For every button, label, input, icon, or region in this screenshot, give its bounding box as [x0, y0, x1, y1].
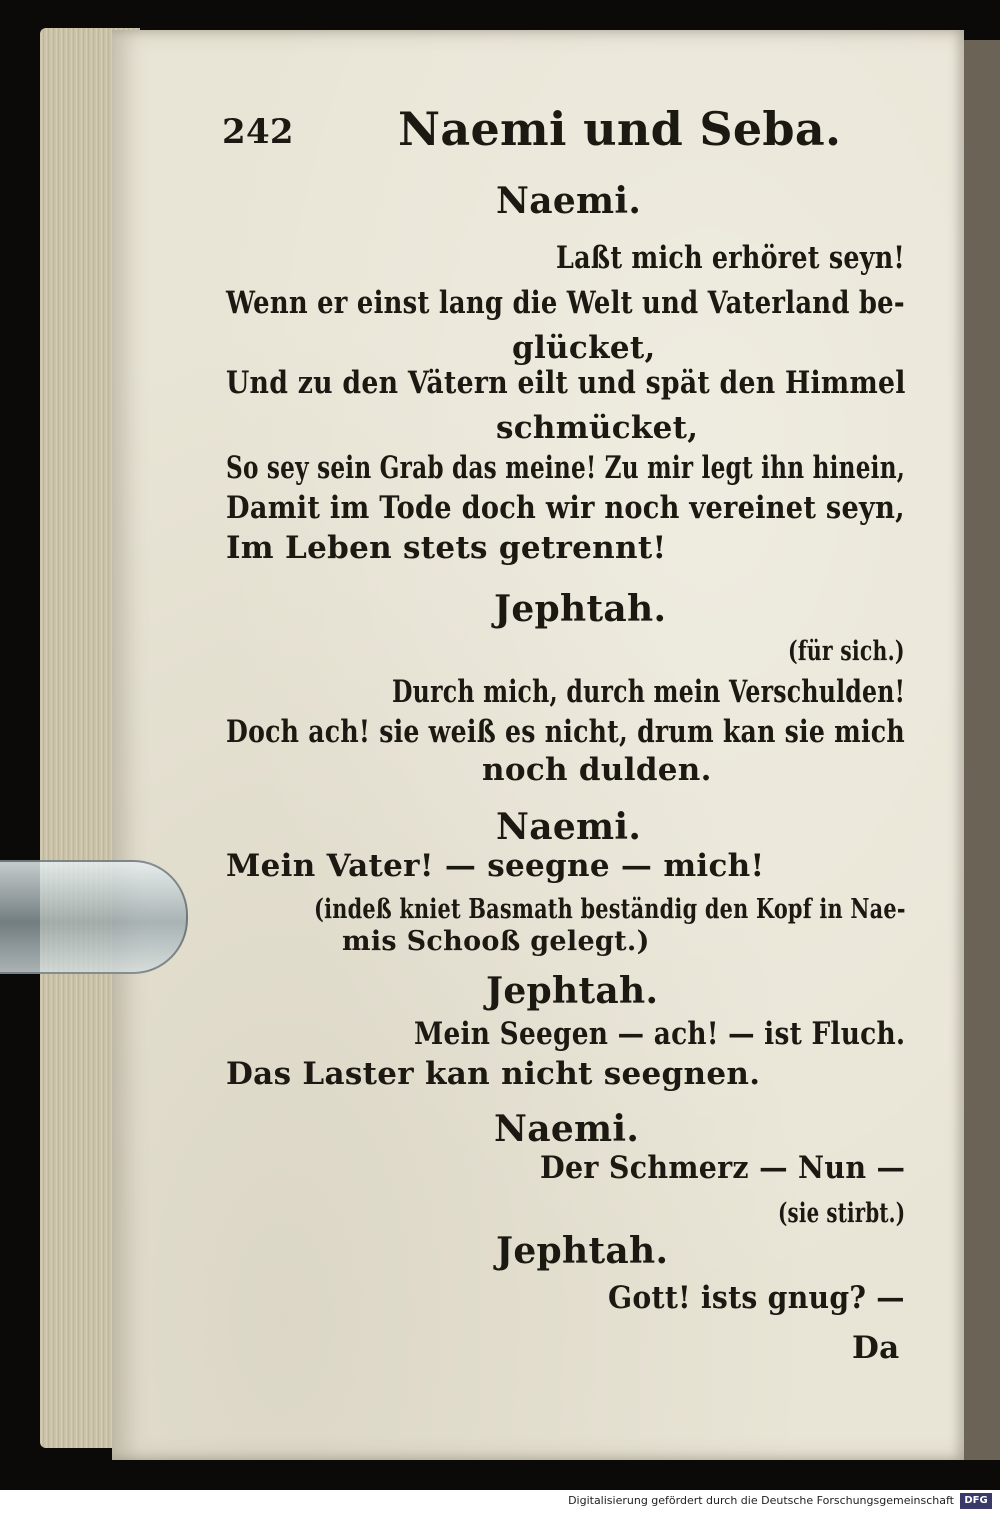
- running-header: Naemi und Seba.: [398, 102, 842, 156]
- speaker-label: Naemi.: [496, 806, 642, 848]
- verse-line: Doch ach! sie weiß es nicht, drum kan sie mich: [226, 714, 905, 750]
- verse-line: Im Leben stets getrennt!: [226, 530, 667, 566]
- facing-page-edge: [964, 40, 1000, 1460]
- page-number: 242: [222, 112, 294, 152]
- stage-direction: (für sich.): [788, 636, 905, 667]
- verse-line: So sey sein Grab das meine! Zu mir legt ihn hinein,: [226, 450, 906, 486]
- speaker-label: Jephtah.: [494, 588, 667, 630]
- footer-bar: [0, 1490, 1000, 1514]
- dfg-logo: DFG: [960, 1493, 992, 1509]
- stage-direction: (indeß kniet Basmath beständig den Kopf in Nae-: [314, 894, 906, 925]
- bookmark-strip: [0, 860, 188, 974]
- stage-direction: (sie stirbt.): [778, 1198, 906, 1229]
- speaker-label: Naemi.: [496, 180, 642, 222]
- verse-line: Der Schmerz — Nun —: [540, 1150, 906, 1186]
- speaker-label: Jephtah.: [486, 970, 659, 1012]
- catchword: Da: [852, 1330, 900, 1366]
- verse-line: Mein Vater! — seegne — mich!: [226, 848, 765, 884]
- speaker-label: Naemi.: [494, 1108, 640, 1150]
- verse-line: Laßt mich erhöret seyn!: [556, 240, 905, 276]
- verse-line: noch dulden.: [482, 752, 712, 788]
- verse-line: Das Laster kan nicht seegnen.: [226, 1056, 761, 1092]
- verse-line: Und zu den Vätern eilt und spät den Himmel: [226, 365, 906, 401]
- verse-line: schmücket,: [496, 410, 699, 446]
- verse-line: Damit im Tode doch wir noch vereinet seyn,: [226, 490, 905, 526]
- stage-direction: mis Schooß gelegt.): [342, 926, 650, 957]
- verse-line: Wenn er einst lang die Welt und Vaterland be-: [226, 285, 905, 321]
- footer-credit: Digitalisierung gefördert durch die Deutsche Forschungsgemeinschaft: [568, 1494, 954, 1507]
- verse-line: Gott! ists gnug? —: [608, 1280, 905, 1316]
- verse-line: Durch mich, durch mein Verschulden!: [392, 674, 906, 710]
- verse-line: glücket,: [512, 330, 656, 366]
- speaker-label: Jephtah.: [496, 1230, 669, 1272]
- verse-line: Mein Seegen — ach! — ist Fluch.: [414, 1016, 906, 1052]
